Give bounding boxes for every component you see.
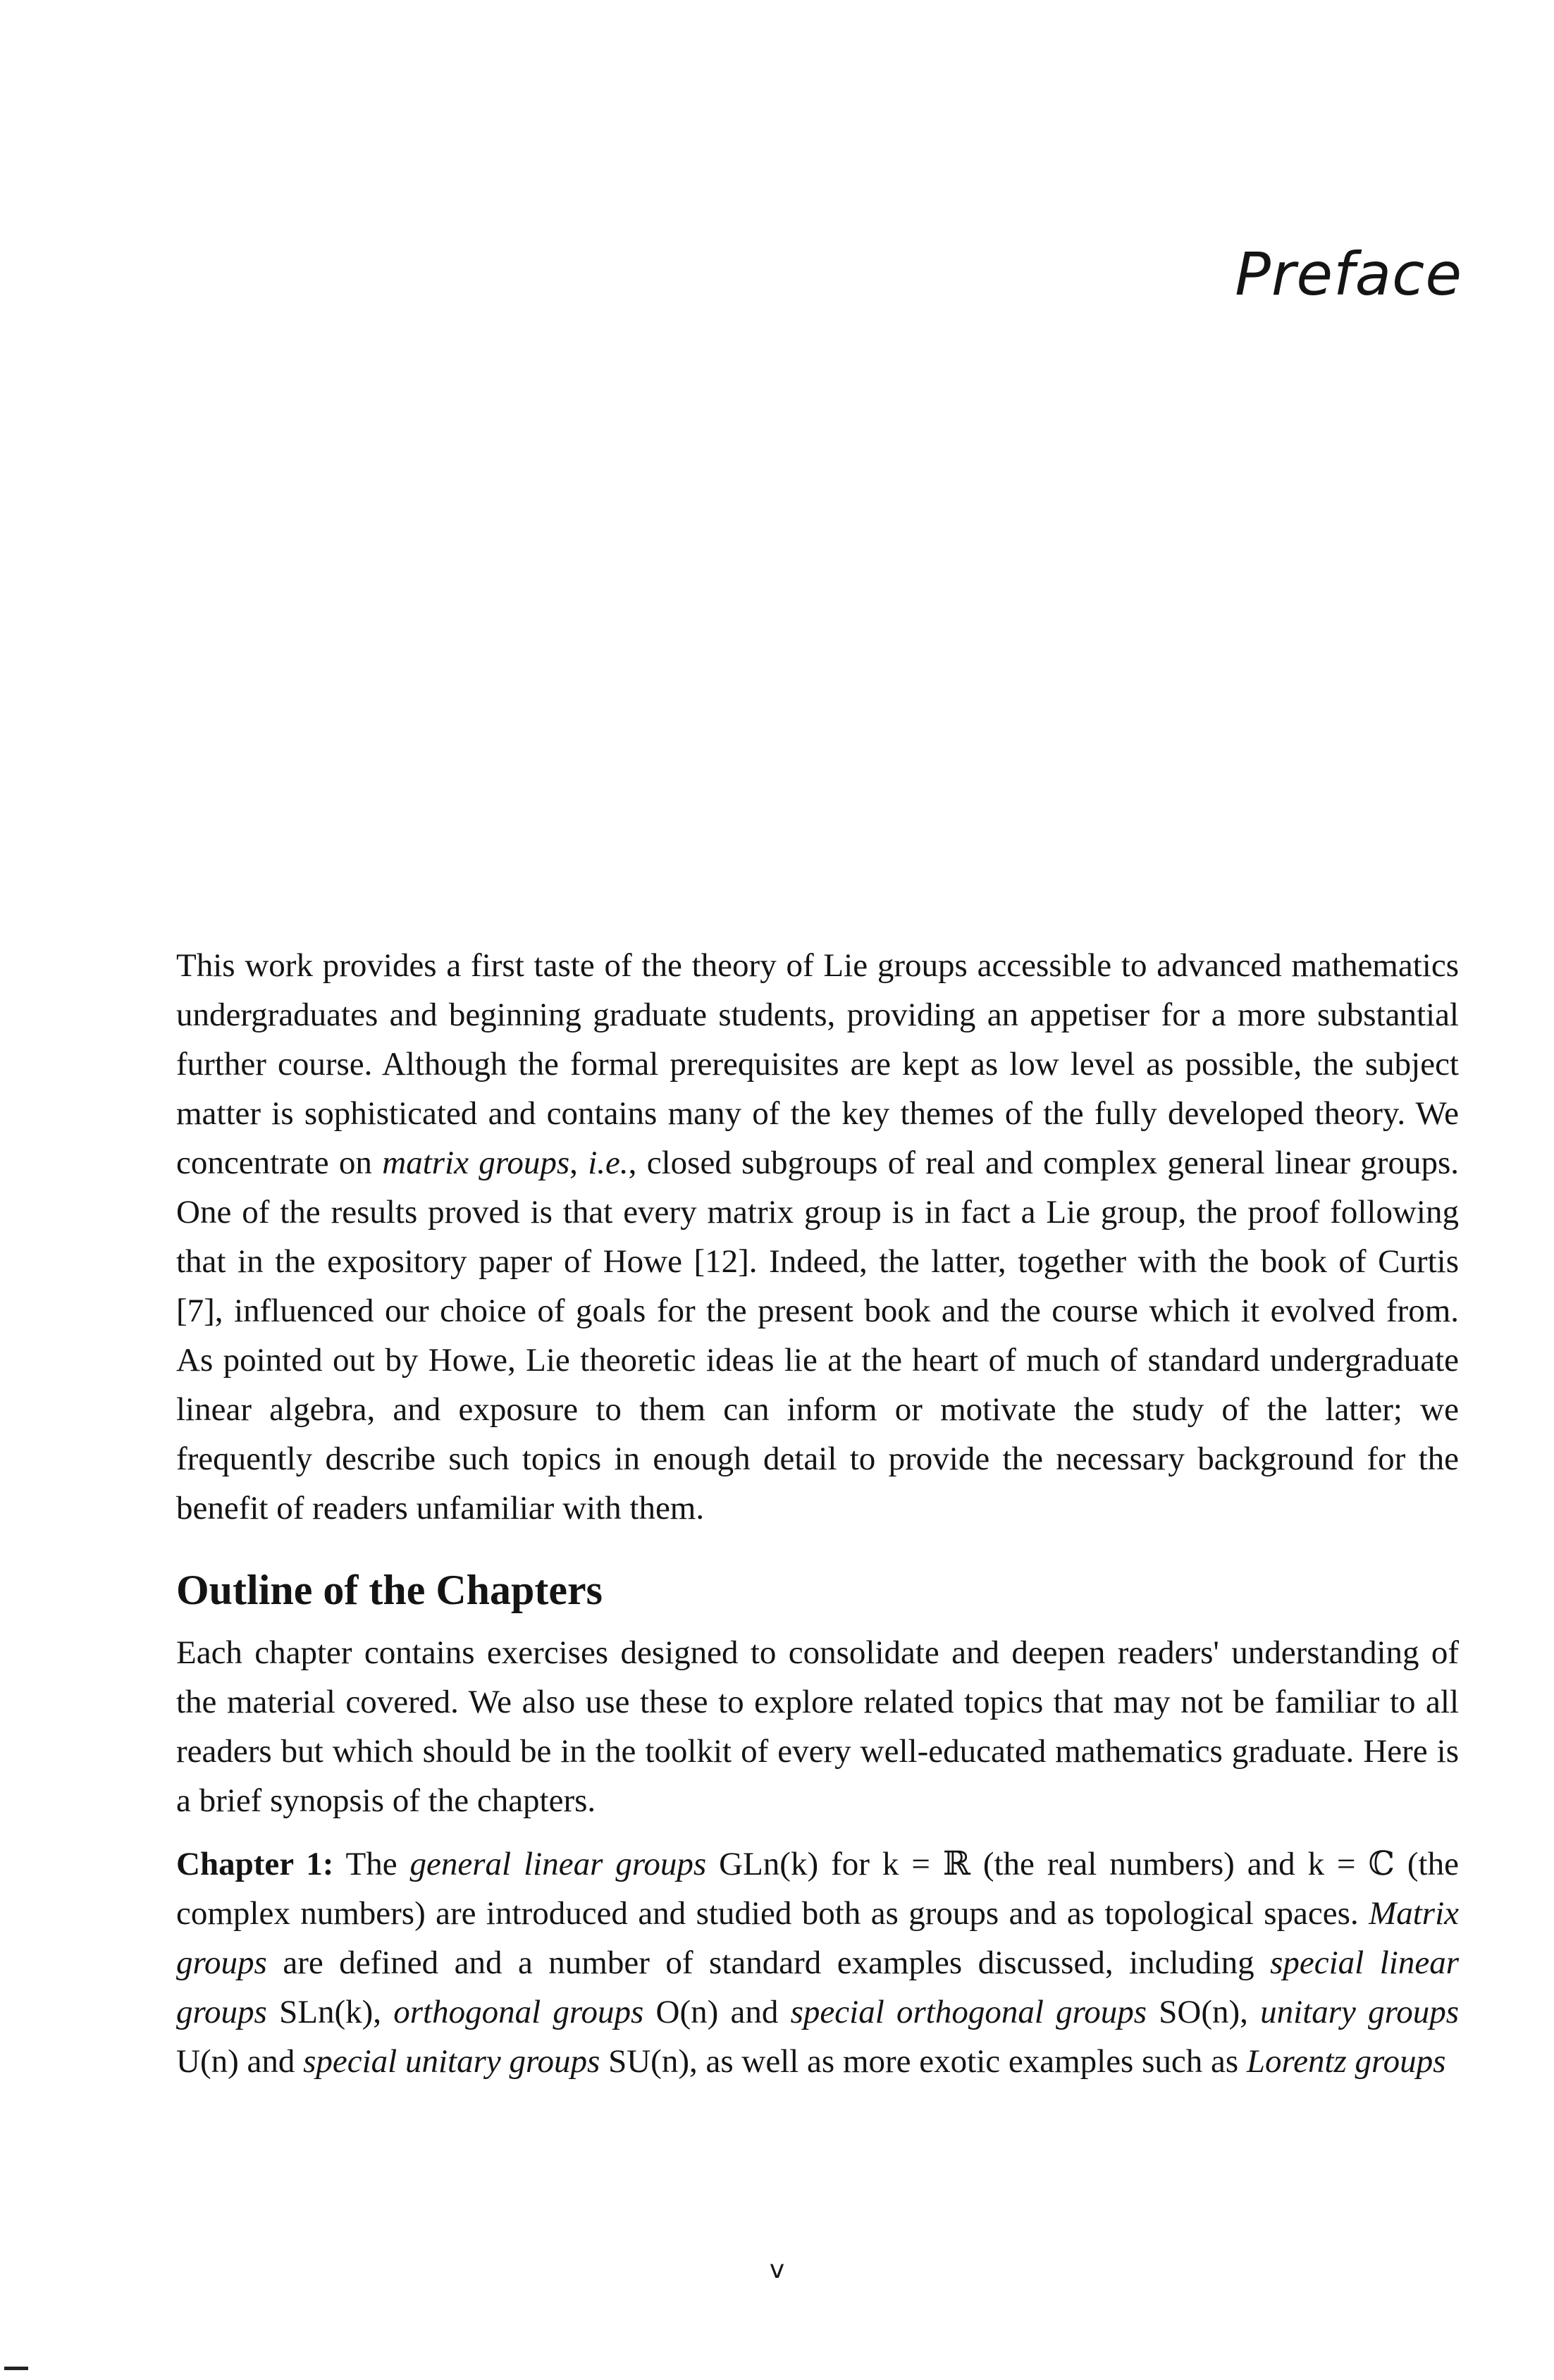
paragraph-gap	[176, 1825, 1459, 1839]
preface-body	[176, 941, 1459, 2086]
chapter-1-text-6: SO(n),	[1147, 1994, 1261, 2030]
page-title: Preface	[1235, 240, 1462, 309]
chapter-1-label: Chapter 1:	[176, 1846, 334, 1882]
term-special-linear-groups: special linear groups	[176, 1944, 1459, 2030]
term-orthogonal-groups: orthogonal groups	[393, 1994, 644, 2030]
chapter-1-text-1: The	[333, 1846, 410, 1882]
term-unitary-groups: unitary groups	[1260, 1994, 1459, 2030]
outline-paragraph: Each chapter contains exercises designed to consolidate and deepen readers' understanding of the material covered. We also use these to explore related topics that may not be familiar to all readers but which should be in the toolkit of every well-educated mathematics graduate. Here is a brief synopsis of the chapters.	[176, 1634, 1459, 1819]
chapter-1-text-7: U(n) and	[176, 2043, 304, 2080]
chapter-1-text-2: GLn(k) for k = ℝ (the real numbers) and k = ℂ (the complex numbers) are introduced and studied both as groups and as topological spaces.	[176, 1846, 1459, 1932]
term-lorentz-groups: Lorentz groups	[1246, 2043, 1446, 2080]
intro-paragraph	[176, 941, 1459, 1533]
chapter-1-text-8: SU(n), as well as more exotic examples such as	[600, 2043, 1247, 2080]
chapter-1-text-5: O(n) and	[643, 1994, 791, 2030]
intro-comma: ,	[569, 1145, 588, 1181]
chapter-1-text-3: are defined and a number of standard examples discussed, including	[266, 1944, 1271, 1981]
chapter-1-paragraph	[176, 1839, 1459, 2086]
term-matrix-groups-2: Matrix groups	[176, 1895, 1459, 1981]
term-general-linear-groups: general linear groups	[409, 1846, 707, 1882]
page-number: v	[769, 2255, 785, 2284]
intro-text-1: This work provides a first taste of the theory of Lie groups accessible to advanced mathematics undergraduates and beginning graduate students, providing an appetiser for a more substantial further course. Although the formal prerequisites are kept as low level as possible, the subject matter is sophisticated and contains many of the key themes of the fully developed theory. We concentrate on	[176, 947, 1459, 1181]
term-ie: i.e.	[588, 1145, 629, 1181]
term-matrix-groups: matrix groups	[382, 1145, 570, 1181]
scan-corner-mark	[4, 2367, 28, 2370]
term-special-unitary-groups: special unitary groups	[303, 2043, 600, 2080]
section-heading-outline: Outline of the Chapters	[176, 1567, 603, 1613]
term-special-orthogonal-groups: special orthogonal groups	[790, 1994, 1147, 2030]
chapter-1-text-4: SLn(k),	[266, 1994, 394, 2030]
intro-text-2: , closed subgroups of real and complex general linear groups. One of the results proved is that every matrix group is in fact a Lie group, the proof following that in the expository paper of Howe [12]. Indeed, the latter, together with the book of Curtis [7], influenced our choice of goals for the present book and the course which it evolved from. As pointed out by Howe, Lie theoretic ideas lie at the heart of much of standard undergraduate linear algebra, and exposure to them can inform or motivate the study of the latter; we frequently describe such topics in enough detail to provide the necessary background for the benefit of readers unfamiliar with them.	[176, 1145, 1460, 1527]
